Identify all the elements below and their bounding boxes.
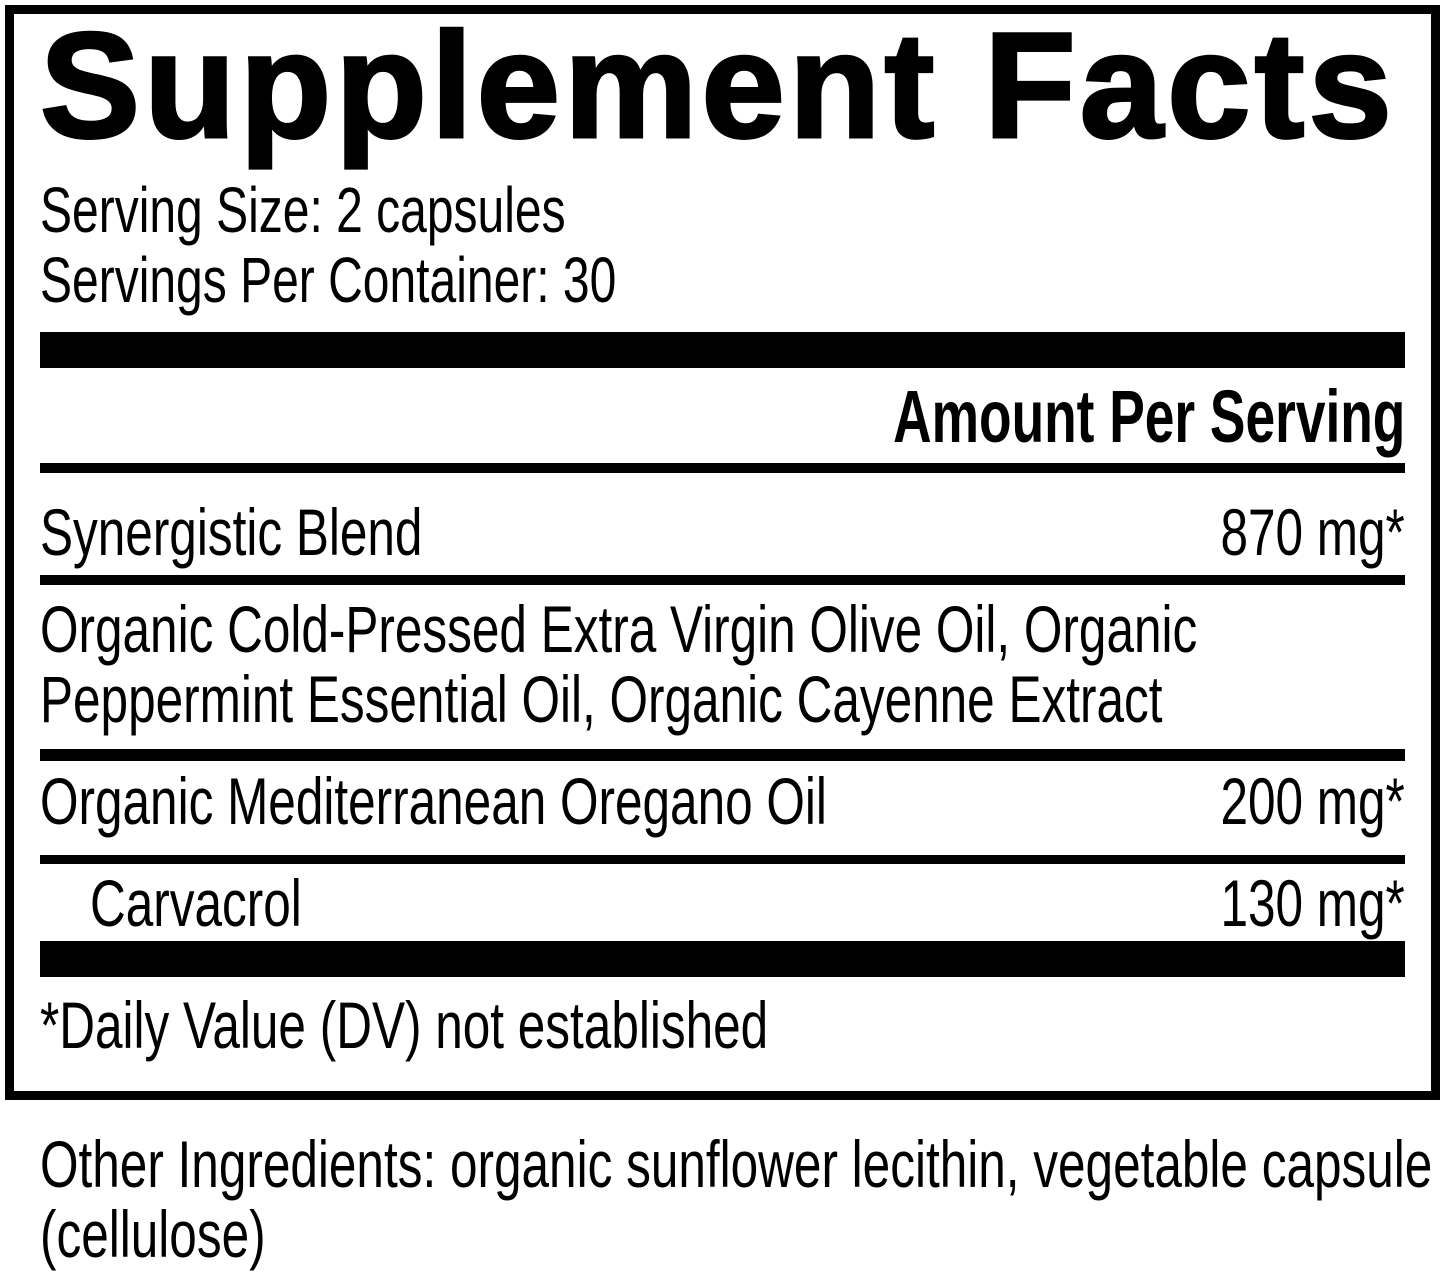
ingredient-amount: 200 mg* [1220, 764, 1405, 838]
blend-description-text-1: Organic Cold-Pressed Extra Virgin Olive Oil, Organic [40, 592, 1198, 666]
blend-description-line [40, 664, 1405, 734]
rule-under-description [40, 749, 1405, 761]
rule-under-blend-row [40, 575, 1405, 585]
thick-divider-bottom [40, 941, 1405, 977]
ingredient-row-synergistic-blend [40, 497, 1405, 567]
serving-size-line [40, 175, 1405, 245]
ingredient-name: Carvacrol [90, 866, 302, 940]
other-ingredients-text-1: Other Ingredients: organic sunflower lecithin, vegetable capsule [40, 1127, 1433, 1201]
ingredient-name: Organic Mediterranean Oregano Oil [40, 764, 827, 838]
other-ingredients-line [40, 1199, 1445, 1269]
other-ingredients-line [40, 1129, 1445, 1199]
panel-title: Supplement Facts [40, 5, 1396, 169]
other-ingredients-text-2: (cellulose) [40, 1197, 266, 1271]
daily-value-footnote [40, 990, 1405, 1060]
daily-value-footnote-text: *Daily Value (DV) not established [40, 988, 769, 1062]
serving-size-text: Serving Size: 2 capsules [40, 174, 566, 246]
blend-description [40, 594, 1405, 734]
rule-under-header [40, 463, 1405, 473]
servings-per-container-line [40, 245, 1405, 315]
amount-per-serving-text: Amount Per Serving [892, 375, 1405, 458]
ingredient-amount: 130 mg* [1220, 866, 1405, 940]
blend-description-line [40, 594, 1405, 664]
servings-per-container-text: Servings Per Container: 30 [40, 244, 617, 316]
ingredient-amount: 870 mg* [1220, 495, 1405, 569]
facts-panel [5, 5, 1440, 1100]
amount-per-serving-header [40, 377, 1405, 457]
ingredient-row-oregano-oil [40, 766, 1405, 836]
ingredient-row-carvacrol [40, 868, 1405, 938]
ingredient-name: Synergistic Blend [40, 495, 423, 569]
other-ingredients [40, 1129, 1445, 1269]
thick-divider-top [40, 332, 1405, 368]
rule-under-oregano-row [40, 855, 1405, 864]
blend-description-text-2: Peppermint Essential Oil, Organic Cayenne Extract [40, 662, 1163, 736]
